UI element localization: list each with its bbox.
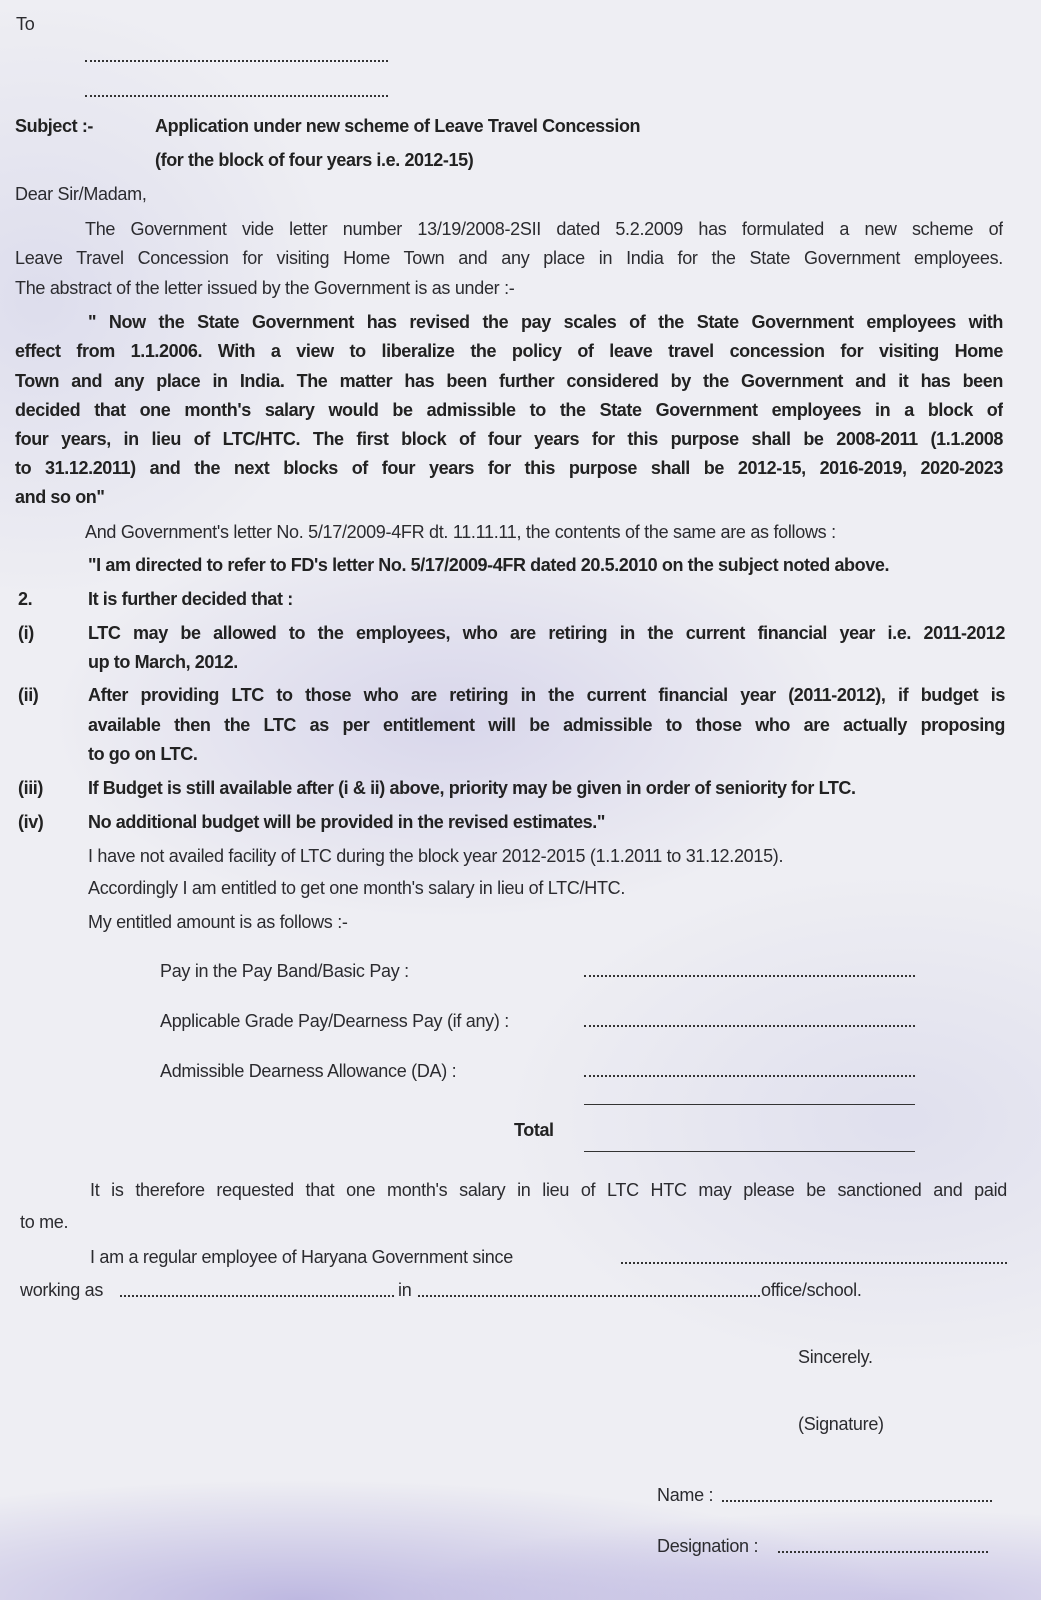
- grade-pay-label: Applicable Grade Pay/Dearness Pay (if any) :: [160, 1011, 509, 1031]
- working-as-field[interactable]: [120, 1295, 394, 1297]
- sum-rule: [584, 1104, 915, 1105]
- quote1-line: four years, in lieu of LTC/HTC. The first block of four years for this purpose shall be 2008-2011 (1.1.2008: [15, 429, 1003, 449]
- name-field[interactable]: [722, 1500, 992, 1502]
- quote1-line: to 31.12.2011) and the next blocks of four years for this purpose shall be 2012-15, 2016-2019, 2020-2023: [15, 458, 1003, 478]
- request-line: to me.: [20, 1212, 69, 1232]
- point2-text: It is further decided that :: [88, 589, 293, 609]
- item-number: (iv): [18, 812, 44, 832]
- subject-line-1: Application under new scheme of Leave Travel Concession: [155, 116, 641, 136]
- statement: I have not availed facility of LTC during the block year 2012-2015 (1.1.2011 to 31.12.2015).: [88, 846, 784, 866]
- grade-pay-field[interactable]: [584, 1025, 915, 1027]
- name-label: Name :: [657, 1485, 714, 1505]
- total-field[interactable]: [584, 1151, 915, 1152]
- item-line: available then the LTC as per entitlement will be admissible to those who are actually proposing: [88, 715, 1005, 735]
- employment-since-text: I am a regular employee of Haryana Government since: [90, 1247, 513, 1267]
- item-line: up to March, 2012.: [88, 652, 238, 672]
- quote1-line: effect from 1.1.2006. With a view to liberalize the policy of leave travel concession for visiting Home: [15, 341, 1003, 361]
- salutation: Dear Sir/Madam,: [15, 184, 147, 204]
- total-label: Total: [514, 1120, 554, 1140]
- point2-number: 2.: [18, 589, 33, 609]
- item-number: (iii): [18, 778, 43, 798]
- da-label: Admissible Dearness Allowance (DA) :: [160, 1061, 457, 1081]
- item-line: to go on LTC.: [88, 744, 198, 764]
- request-line: It is therefore requested that one month's salary in lieu of LTC HTC may please be sanctioned and paid: [90, 1180, 1007, 1200]
- working-as-label: working as: [20, 1280, 104, 1300]
- subject-line-2: (for the block of four years i.e. 2012-15): [155, 150, 474, 170]
- quote2-intro: "I am directed to refer to FD's letter No. 5/17/2009-4FR dated 20.5.2010 on the subject noted above.: [88, 555, 890, 575]
- item-line: If Budget is still available after (i & ii) above, priority may be given in order of seniority for LTC.: [88, 778, 856, 798]
- in-label: in: [398, 1280, 412, 1300]
- para1-line: Leave Travel Concession for visiting Home Town and any place in India for the State Government employees.: [15, 248, 1003, 268]
- quote1-line: " Now the State Government has revised the pay scales of the State Government employees with: [88, 312, 1003, 332]
- da-field[interactable]: [584, 1075, 915, 1077]
- to-label: To: [16, 14, 35, 34]
- quote1-line: and so on": [15, 487, 105, 507]
- quote1-line: Town and any place in India. The matter has been further considered by the Government and it has been: [15, 371, 1003, 391]
- para1-line: The Government vide letter number 13/19/2008-2SII dated 5.2.2009 has formulated a new scheme of: [85, 219, 1003, 239]
- quote1-line: decided that one month's salary would be admissible to the State Government employees in a block of: [15, 400, 1003, 420]
- recipient-line-1[interactable]: [85, 60, 388, 62]
- statement: My entitled amount is as follows :-: [88, 912, 348, 932]
- item-line: After providing LTC to those who are retiring in the current financial year (2011-2012), if budget is: [88, 685, 1005, 705]
- signature-label: (Signature): [798, 1414, 884, 1434]
- basic-pay-label: Pay in the Pay Band/Basic Pay :: [160, 961, 409, 981]
- office-label: office/school.: [761, 1280, 862, 1300]
- statement: Accordingly I am entitled to get one month's salary in lieu of LTC/HTC.: [88, 878, 626, 898]
- designation-field[interactable]: [778, 1551, 988, 1553]
- designation-label: Designation :: [657, 1536, 759, 1556]
- item-number: (ii): [18, 685, 39, 705]
- recipient-line-2[interactable]: [85, 95, 388, 97]
- para2: And Government's letter No. 5/17/2009-4FR dt. 11.11.11, the contents of the same are as follows :: [85, 522, 836, 542]
- basic-pay-field[interactable]: [584, 975, 915, 977]
- item-number: (i): [18, 623, 34, 643]
- subject-label: Subject :-: [15, 116, 94, 136]
- item-line: No additional budget will be provided in the revised estimates.": [88, 812, 606, 832]
- para1-line: The abstract of the letter issued by the Government is as under :-: [15, 278, 515, 298]
- item-line: LTC may be allowed to the employees, who are retiring in the current financial year i.e. 2011-2012: [88, 623, 1005, 643]
- employment-since-field[interactable]: [621, 1262, 1007, 1264]
- office-field[interactable]: [418, 1295, 760, 1297]
- closing: Sincerely.: [798, 1347, 873, 1367]
